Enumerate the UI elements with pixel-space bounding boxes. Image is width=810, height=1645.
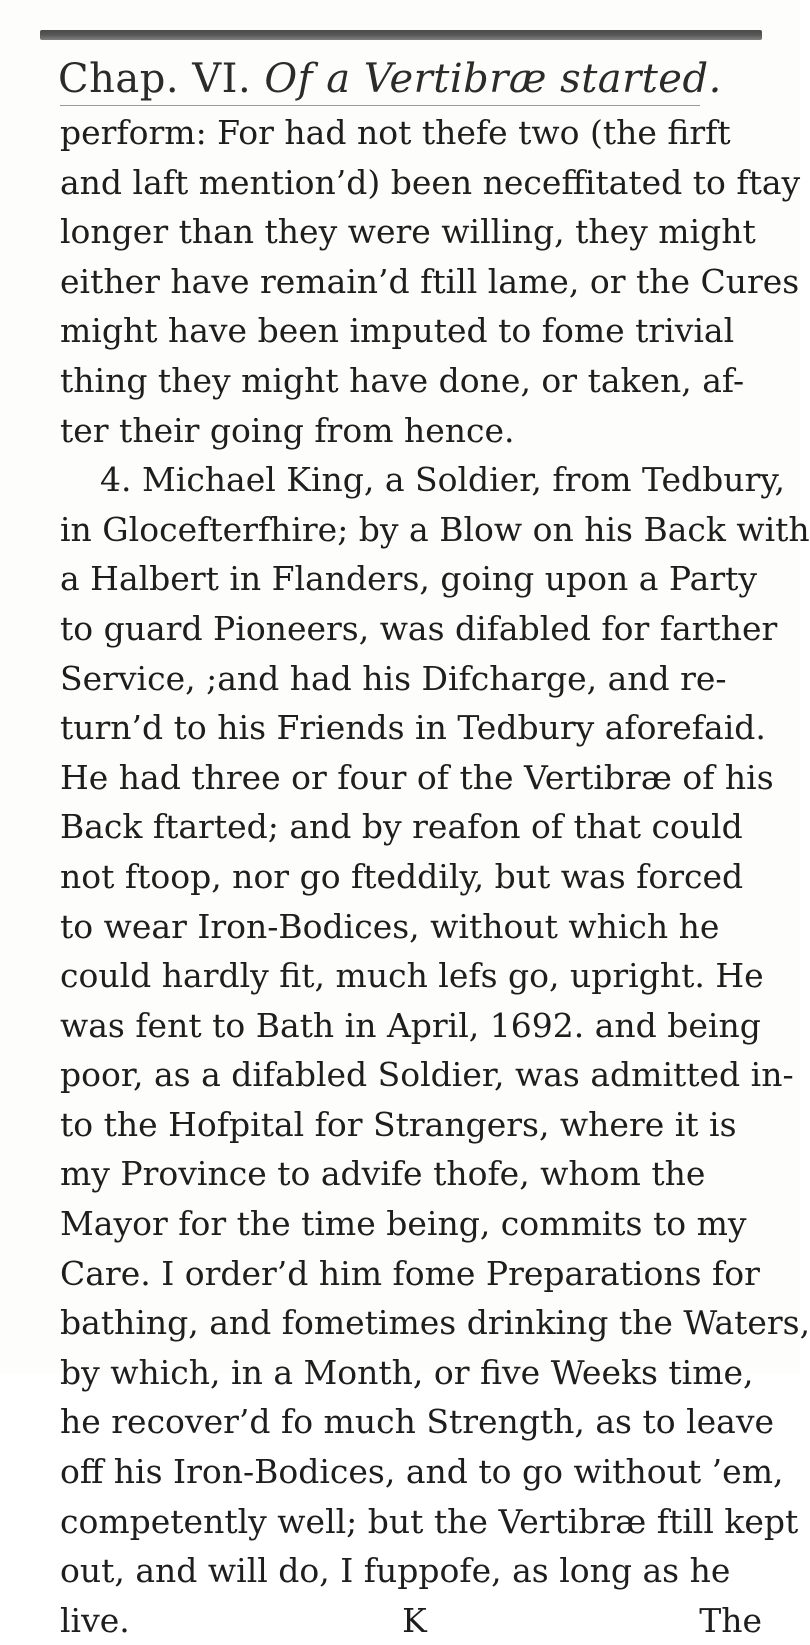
text-line: might have been imputed to fome trivial [60,311,735,351]
text-line: Mayor for the time being, commits to my [60,1204,747,1244]
text-line: by which, in a Month, or five Weeks time, [60,1352,754,1392]
text-line: a Halbert in Flanders, going upon a Party [60,559,758,599]
running-header [58,52,758,106]
chapter-label: Chap. VI. [58,56,252,102]
text-line: and laft mention’d) been neceffitated to ftay [60,162,801,202]
text-line: could hardly fit, much lefs go, upright. He [60,956,764,996]
text-line: to guard Pioneers, was difabled for farther [60,608,778,648]
text-line: to wear Iron-Bodices, without which he [60,906,720,946]
text-line: thing they might have done, or taken, af- [60,360,745,400]
text-line: he recover’d fo much Strength, as to leave [60,1402,775,1442]
text-line: ter their going from hence. [60,410,515,450]
final-line [60,1596,772,1645]
final-line-text: live. [60,1600,130,1640]
text-line: perform: For had not thefe two (the firft [60,113,731,152]
text-line: competently well; but the Vertibræ ftill kept [60,1501,799,1541]
case-heading-line: 4. Michael King, a Soldier, from Tedbury, [100,460,786,500]
text-line: poor, as a difabled Soldier, was admitted in- [60,1055,794,1095]
text-line: bathing, and fometimes drinking the Waters, [60,1303,810,1343]
text-line: not ftoop, nor go fteddily, but was forced [60,856,744,896]
text-line: to the Hofpital for Strangers, where it is [60,1104,737,1144]
chapter-subject: Of a Vertibræ started. [264,56,722,102]
top-rule [40,30,762,40]
text-line: my Province to advife thofe, whom the [60,1154,706,1194]
text-line: in Glocefterfhire; by a Blow on his Back with [60,509,810,549]
body-text [60,108,810,1645]
text-line: out, and will do, I fuppofe, as long as he [60,1551,731,1591]
text-line: turn’d to his Friends in Tedbury aforefaid. [60,708,766,748]
text-line: He had three or four of the Vertibræ of his [60,757,774,797]
catchword: The [699,1600,762,1640]
text-line: either have remain’d ftill lame, or the Cures [60,261,800,301]
signature-mark: K [402,1600,427,1640]
text-line: was fent to Bath in April, 1692. and being [60,1005,761,1045]
text-line: Back ftarted; and by reafon of that could [60,807,743,847]
text-line: Care. I order’d him fome Preparations for [60,1253,760,1293]
text-line: Service, ;and had his Difcharge, and re- [60,658,727,698]
text-line: off his Iron-Bodices, and to go without ’em, [60,1452,784,1492]
header-rule [60,105,700,106]
text-line: longer than they were willing, they might [60,212,756,252]
